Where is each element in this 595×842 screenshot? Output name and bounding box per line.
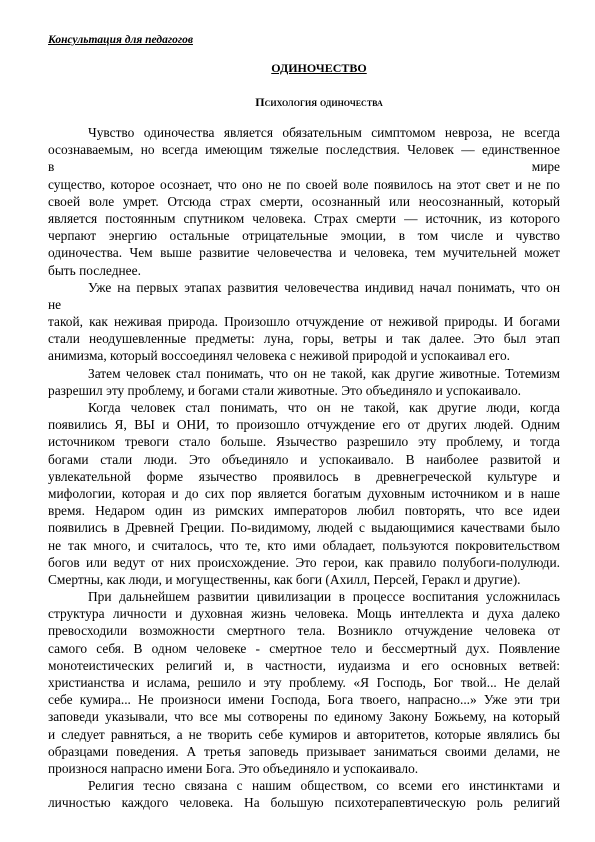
text-line: одиночества. Чем выше развитие человечества и человека, тем мучительней может bbox=[48, 245, 560, 261]
text-line: в мире bbox=[48, 159, 560, 175]
text-line: Уже на первых этапах развития человечества индивид начал понимать, что он bbox=[88, 279, 560, 295]
text-line: осознаваемым, но всегда имеющим тяжелые последствия. Человек — единственное bbox=[48, 142, 560, 158]
text-line: богами стали люди. Это объединяло и успокаивало. В наиболее развитой и bbox=[48, 451, 560, 467]
text-line: существо, которое осознает, что оно не по своей воле появилось на этот свет и не по bbox=[48, 176, 560, 192]
text-line: анимизма, который воссоединял человека с неживой природой и успокаивал его. bbox=[48, 348, 511, 364]
text-line: При дальнейшем развитии цивилизации в процессе воспитания усложнилась bbox=[88, 589, 560, 605]
text-line: Религия тесно связана с нашим обществом, со всеми его инстинктами и bbox=[88, 778, 560, 794]
text-line: источником тревоги стало больше. Язычество разрешило эту проблему, и тогда bbox=[48, 434, 560, 450]
text-line: быть последнее. bbox=[48, 262, 141, 278]
document-heading: Консультация для педагогов bbox=[48, 34, 193, 46]
text-line: себе кумира... Не произноси имени Господа, Бога твоего, напрасно...» Уже эти три bbox=[48, 692, 560, 708]
document-title: ОДИНОЧЕСТВО bbox=[271, 61, 367, 75]
text-line: не так много, и считалось, что те, кто ими обладает, пользуются покровительством bbox=[48, 537, 560, 553]
text-line: появились в Древней Греции. По-видимому, людей с выдающимися качествами было bbox=[48, 520, 560, 536]
text-line: не bbox=[48, 296, 62, 312]
document-body bbox=[48, 124, 560, 812]
text-line: время. Недаром один из римских императоров любил повторять, что все идеи bbox=[48, 503, 560, 519]
text-line: монотеистических религий и, в частности, иудаизма и его основных ветвей: bbox=[48, 657, 560, 673]
text-line: Смертны, как люди, и могущественны, как боги (Ахилл, Персей, Геракл и другие). bbox=[48, 571, 521, 587]
text-line: и следует равняться, а не творить себе кумиров и авторитетов, которые являлись бы bbox=[48, 726, 560, 742]
text-line: христианства и ислама, решило и эту проблему. «Я Господь, Бог твой... Не делай bbox=[48, 675, 560, 690]
text-line: является постоянным спутником человека. Страх смерти — источник, из которого bbox=[48, 210, 560, 226]
text-line: Когда человек стал понимать, что он не такой, как другие люди, когда bbox=[88, 400, 560, 415]
text-line: Чувство одиночества является обязательным симптомом невроза, не всегда bbox=[88, 125, 560, 140]
text-line: произнося напрасно имени Бога. Это объединяло и успокаивало. bbox=[48, 760, 419, 776]
text-line: черпают энергию остальные отрицательные эмоции, в том числе и чувство bbox=[48, 228, 560, 244]
text-line: Затем человек стал понимать, что он не такой, как другие животные. Тотемизм bbox=[88, 365, 560, 381]
text-line: своей воле умрет. Отсюда страх смерти, осознанный или неосознанный, который bbox=[48, 193, 560, 209]
text-line: такой, как неживая природа. Произошло отчуждение от неживой природы. И богами bbox=[48, 314, 560, 330]
text-line: богов или ведут от них происхождение. Это герои, как правило полубоги-полулюди. bbox=[48, 554, 560, 570]
document-subtitle: Психология одиночества bbox=[255, 95, 383, 109]
text-line: личностью каждого человека. На большую психотерапевтическую роль религий bbox=[48, 795, 560, 811]
text-line: увлекательной форме язычество проявилось в древнегреческой культуре и bbox=[48, 468, 560, 484]
text-line: разрешил эту проблему, и богами стали животные. Это объединяло и успокаивало. bbox=[48, 382, 522, 398]
text-line: появились Я, ВЫ и ОНИ, то произошло отчуждение его от других людей. Одним bbox=[48, 417, 560, 433]
text-line: самого себя. В одном человеке - смертное тело и бессмертный дух. Появление bbox=[48, 640, 560, 656]
text-line: мифологии, которая и до сих пор является богатым духовным источником и в наше bbox=[48, 485, 560, 501]
text-line: структура личности и духовная жизнь человека. Мощь интеллекта и духа далеко bbox=[48, 606, 560, 622]
text-line: заповеди указывали, что все мы сотворены по единому Закону Божьему, на который bbox=[48, 709, 560, 725]
text-line: образцами поведения. А третья заповедь призывает заниматься своими делами, не bbox=[48, 743, 560, 759]
text-line: стали неодушевленные предметы: луна, горы, ветры и так далее. Это был этап bbox=[48, 331, 560, 347]
text-line: превосходили возможности смертного тела. Возникло отчуждение человека от bbox=[48, 623, 560, 639]
